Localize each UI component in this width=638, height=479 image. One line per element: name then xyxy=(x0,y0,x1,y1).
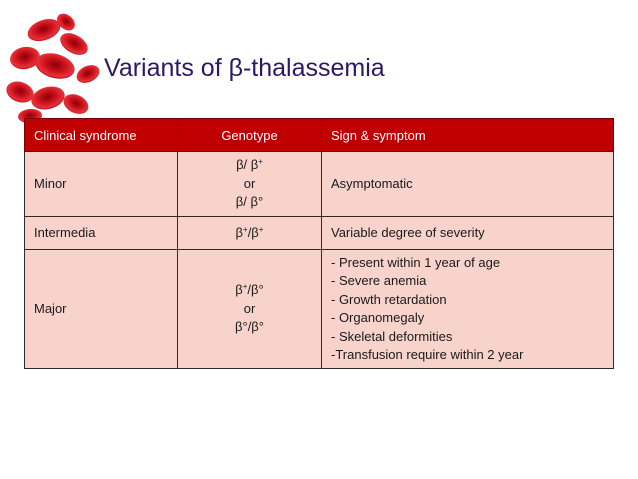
syndrome-cell: Minor xyxy=(25,152,178,217)
header-clinical-syndrome: Clinical syndrome xyxy=(25,119,178,152)
symptom-list-cell xyxy=(322,250,614,369)
genotype-cell: β+/β° or β°/β° xyxy=(178,250,322,369)
syndrome-cell: Major xyxy=(25,250,178,369)
genotype-cell: β+/β+ xyxy=(178,217,322,250)
list-item: - Organomegaly xyxy=(331,310,425,325)
table-row xyxy=(25,250,614,369)
list-item: -Transfusion require within 2 year xyxy=(331,347,524,362)
list-item: - Present within 1 year of age xyxy=(331,254,501,270)
list-item: - Growth retardation xyxy=(331,291,447,307)
list-item: - Skeletal deformities xyxy=(331,328,453,344)
header-genotype: Genotype xyxy=(178,119,322,152)
table-row xyxy=(25,152,614,217)
thalassemia-variants-table xyxy=(24,118,614,369)
list-item: - Severe anemia xyxy=(331,273,427,288)
symptom-cell: Asymptomatic xyxy=(322,152,614,217)
table-row xyxy=(25,217,614,250)
genotype-cell: β/ β+ or β/ β° xyxy=(178,152,322,217)
red-blood-cells-icon xyxy=(0,0,120,125)
slide-title: Variants of β-thalassemia xyxy=(104,54,385,82)
syndrome-cell: Intermedia xyxy=(25,217,178,250)
symptom-cell: Variable degree of severity xyxy=(322,217,614,250)
header-sign-symptom: Sign & symptom xyxy=(322,119,614,152)
table-header-row xyxy=(25,119,614,152)
